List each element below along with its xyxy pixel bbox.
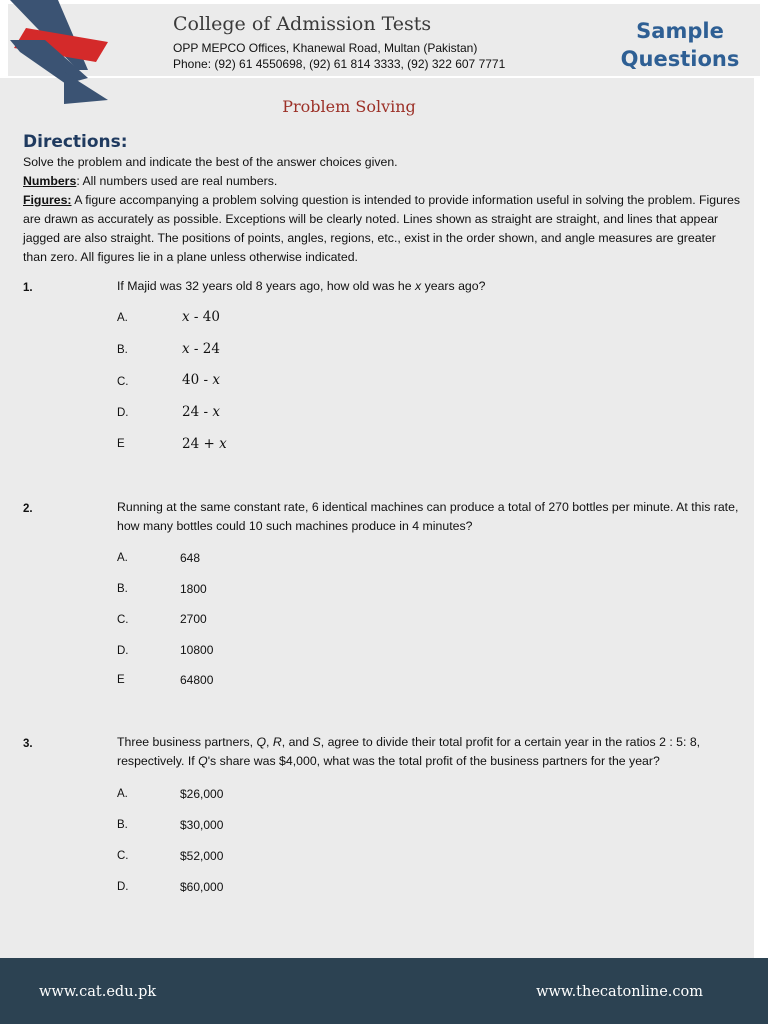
question-1-text — [117, 277, 747, 296]
footer-online-link[interactable]: www.thecatonline.com — [536, 984, 703, 1000]
directions-block — [23, 153, 743, 267]
q3-var-q: Q — [198, 754, 208, 768]
q3-text-part: Three business partners, — [117, 735, 257, 749]
q2-option-e-letter: E — [117, 674, 125, 686]
q3-var-r: R — [272, 735, 282, 749]
q2-option-e-value: 64800 — [180, 673, 214, 687]
q2-option-d-letter: D. — [117, 645, 129, 657]
q1-option-e-letter: E — [117, 438, 125, 450]
q2-option-b-value: 1800 — [180, 582, 207, 596]
q1-option-c-value: 40 - x — [182, 372, 220, 388]
q3-text-part: 's share was $4,000, what was the total profit of the business partners for the year? — [207, 754, 660, 768]
sample-label-line1: Sample — [636, 19, 724, 43]
org-phone: Phone: (92) 61 4550698, (92) 61 814 3333, (92) 322 607 7771 — [173, 57, 506, 71]
org-address: OPP MEPCO Offices, Khanewal Road, Multan (Pakistan) — [173, 41, 478, 55]
figures-note — [23, 191, 743, 267]
q3-text-part: , — [266, 735, 273, 749]
numbers-note — [23, 172, 743, 191]
q1-option-b-letter: B. — [117, 344, 128, 356]
q1-option-d-value: 24 - x — [182, 404, 220, 420]
q2-option-a-letter: A. — [117, 552, 128, 564]
q1-text-before: If Majid was 32 years old 8 years ago, how old was he — [117, 279, 416, 293]
q2-option-c-letter: C. — [117, 614, 129, 626]
page-header — [8, 4, 760, 76]
q3-option-a-letter: A. — [117, 788, 128, 800]
question-2-number: 2. — [23, 503, 33, 515]
figures-label: Figures: — [23, 193, 72, 207]
q3-option-b-letter: B. — [117, 819, 128, 831]
q3-text-part: , and — [281, 735, 313, 749]
question-1-number: 1. — [23, 282, 33, 294]
q2-option-d-value: 10800 — [180, 643, 214, 657]
q2-option-a-value: 648 — [180, 551, 201, 565]
q3-option-b-value: $30,000 — [180, 818, 224, 832]
q3-option-a-value: $26,000 — [180, 787, 224, 801]
directions-line: Solve the problem and indicate the best of the answer choices given. — [23, 155, 398, 169]
q3-option-d-letter: D. — [117, 881, 129, 893]
q1-text-after: years ago? — [421, 279, 486, 293]
footer-website-link[interactable]: www.cat.edu.pk — [39, 984, 157, 1000]
numbers-text: : All numbers used are real numbers. — [76, 174, 278, 188]
section-title: Problem Solving — [282, 97, 416, 116]
q3-option-c-value: $52,000 — [180, 849, 224, 863]
question-3-number: 3. — [23, 738, 33, 750]
page-footer — [0, 958, 768, 1024]
college-logo-icon — [0, 0, 115, 110]
sample-label-line2: Questions — [620, 47, 740, 71]
q1-option-a-letter: A. — [117, 312, 128, 324]
q3-option-d-value: $60,000 — [180, 880, 224, 894]
q1-text-var: x — [415, 279, 422, 293]
q2-option-b-letter: B. — [117, 583, 128, 595]
numbers-label: Numbers — [23, 174, 77, 188]
q1-option-d-letter: D. — [117, 407, 129, 419]
question-2-text: Running at the same constant rate, 6 identical machines can produce a total of 270 bottles per minute. At this rate, how many bottles could 10 such machines produce in 4 minutes? — [117, 500, 739, 533]
figures-text: A figure accompanying a problem solving question is intended to provide information useful in solving the problem. Figures are drawn as accurately as possible. Exceptions will be clearly noted. Lines shown as straight are straight, and lines that appear jagged are also straight. The positions of points, angles, regions, etc., exist in the order shown, and angle measures are greater than zero. All figures lie in a plane unless otherwise indicated. — [23, 193, 741, 264]
q1-option-c-letter: C. — [117, 376, 129, 388]
q1-option-b-value: x - 24 — [182, 341, 220, 357]
q1-option-a-value: x - 40 — [182, 309, 220, 325]
sample-questions-label — [620, 17, 740, 73]
directions-heading: Directions: — [23, 132, 128, 152]
question-3-text — [117, 733, 747, 771]
q3-var-s: S — [312, 735, 321, 749]
org-name: College of Admission Tests — [173, 13, 432, 35]
q3-text-part: , agree to divide their total profit for a certain year in the ratios 2 : 5: 8, respectively. If — [117, 735, 701, 768]
q3-var-q: Q — [256, 735, 267, 749]
q3-option-c-letter: C. — [117, 850, 129, 862]
q1-option-e-value: 24 + x — [182, 436, 227, 452]
q2-option-c-value: 2700 — [180, 612, 207, 626]
